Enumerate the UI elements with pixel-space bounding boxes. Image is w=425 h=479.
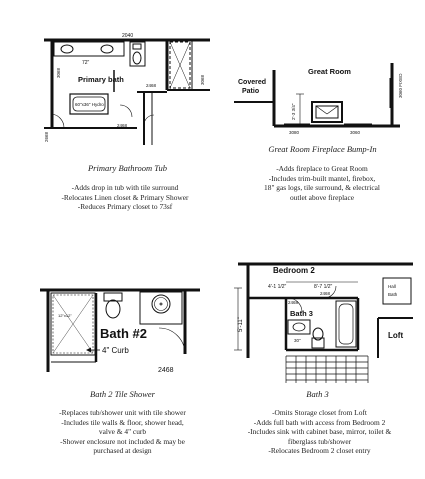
description-line: -Includes trim-built mantel, firebox, xyxy=(268,173,376,183)
fireplace-floor-plan xyxy=(232,58,407,138)
panel-caption: Great Room Fireplace Bump-In xyxy=(268,144,377,154)
bedroom-label: Bedroom 2 xyxy=(273,266,315,275)
panel-description xyxy=(222,408,417,456)
description-line: -Adds full bath with access from Bedroom 2 xyxy=(253,417,386,427)
panel-description xyxy=(30,183,220,212)
description-line: -Relocates Bedroom 2 closet entry xyxy=(268,446,371,456)
panel-description xyxy=(227,164,417,202)
window-left-label: 3080 xyxy=(289,130,300,135)
window-right-label: 3060 xyxy=(350,130,361,135)
tub-label: 60"x36" Hydro xyxy=(75,102,104,107)
description-line: purchased at design xyxy=(93,446,152,456)
description-line: -Adds drop in tub with tile surround xyxy=(71,183,179,192)
description-line: -Includes tile walls & floor, shower head, xyxy=(61,417,184,427)
dim-a-label: 4'-1 1/2" xyxy=(268,284,287,290)
bath3-label: Bath 3 xyxy=(290,309,313,318)
loft-label: Loft xyxy=(388,331,404,340)
room-label: Bath #2 xyxy=(100,326,147,341)
door-a-label: 2468 xyxy=(288,300,299,305)
dim-30-label: 30" xyxy=(294,338,301,343)
description-line: -Reduces Primary closet to 73sf xyxy=(77,202,173,212)
panel-description xyxy=(25,408,220,456)
room-label: Great Room xyxy=(308,67,351,76)
panel-caption: Primary Bathroom Tub xyxy=(87,163,168,173)
panel-caption: Bath 3 xyxy=(306,389,329,399)
shower-label: 12"x12" xyxy=(58,313,72,318)
dim-b-label: 8'-7 1/2" xyxy=(314,284,333,290)
bath2-floor-plan xyxy=(40,282,200,377)
bath3-floor-plan xyxy=(228,258,418,383)
description-line: -Relocates Linen closet & Primary Shower xyxy=(61,192,189,202)
curb-label: 4" Curb xyxy=(102,346,129,355)
door-label: 2468 xyxy=(158,367,174,374)
dim-72-label: 72" xyxy=(82,60,90,66)
window-side-label: 3060 FIXED xyxy=(398,73,403,98)
patio-label-line2: Patio xyxy=(242,88,260,95)
panel-caption: Bath 2 Tile Shower xyxy=(90,389,155,399)
description-line: -Adds fireplace to Great Room xyxy=(276,164,368,173)
description-line: valve & 4" curb xyxy=(98,427,147,437)
dim-depth-label: 2'-3 3/4" xyxy=(291,103,296,120)
dim-right-label: 3068 xyxy=(200,74,205,85)
dim-bottom-left-label: 2668 xyxy=(44,131,49,142)
dim-2468-label-b: 2468 xyxy=(117,123,128,128)
description-line: -Replaces tub/shower unit with tile shower xyxy=(59,408,186,417)
hall-label-line2: Bath xyxy=(388,292,398,297)
description-line: fiberglass tub/shower xyxy=(287,436,352,446)
description-line: -Shower enclosure not included & may be xyxy=(60,436,185,446)
dim-left-label: 3068 xyxy=(56,67,61,78)
description-line: -Omits Storage closet from Loft xyxy=(272,408,367,417)
room-label: Primary bath xyxy=(78,75,124,84)
patio-label-line1: Covered xyxy=(238,79,267,86)
primary-bath-floor-plan xyxy=(42,30,212,150)
dim-side-label: 5'-11" xyxy=(238,317,244,332)
dim-2468-label-a: 2468 xyxy=(146,83,157,88)
dim-top-label: 2040 xyxy=(122,33,134,39)
description-line: -Includes sink with cabinet base, mirror, toilet & xyxy=(247,427,392,437)
door-b-label: 2468 xyxy=(320,291,331,296)
description-line: 18" gas logs, tile surround, & electrical xyxy=(264,183,380,193)
hall-label-line1: Hall xyxy=(388,284,396,289)
description-line: outlet above fireplace xyxy=(289,192,355,202)
